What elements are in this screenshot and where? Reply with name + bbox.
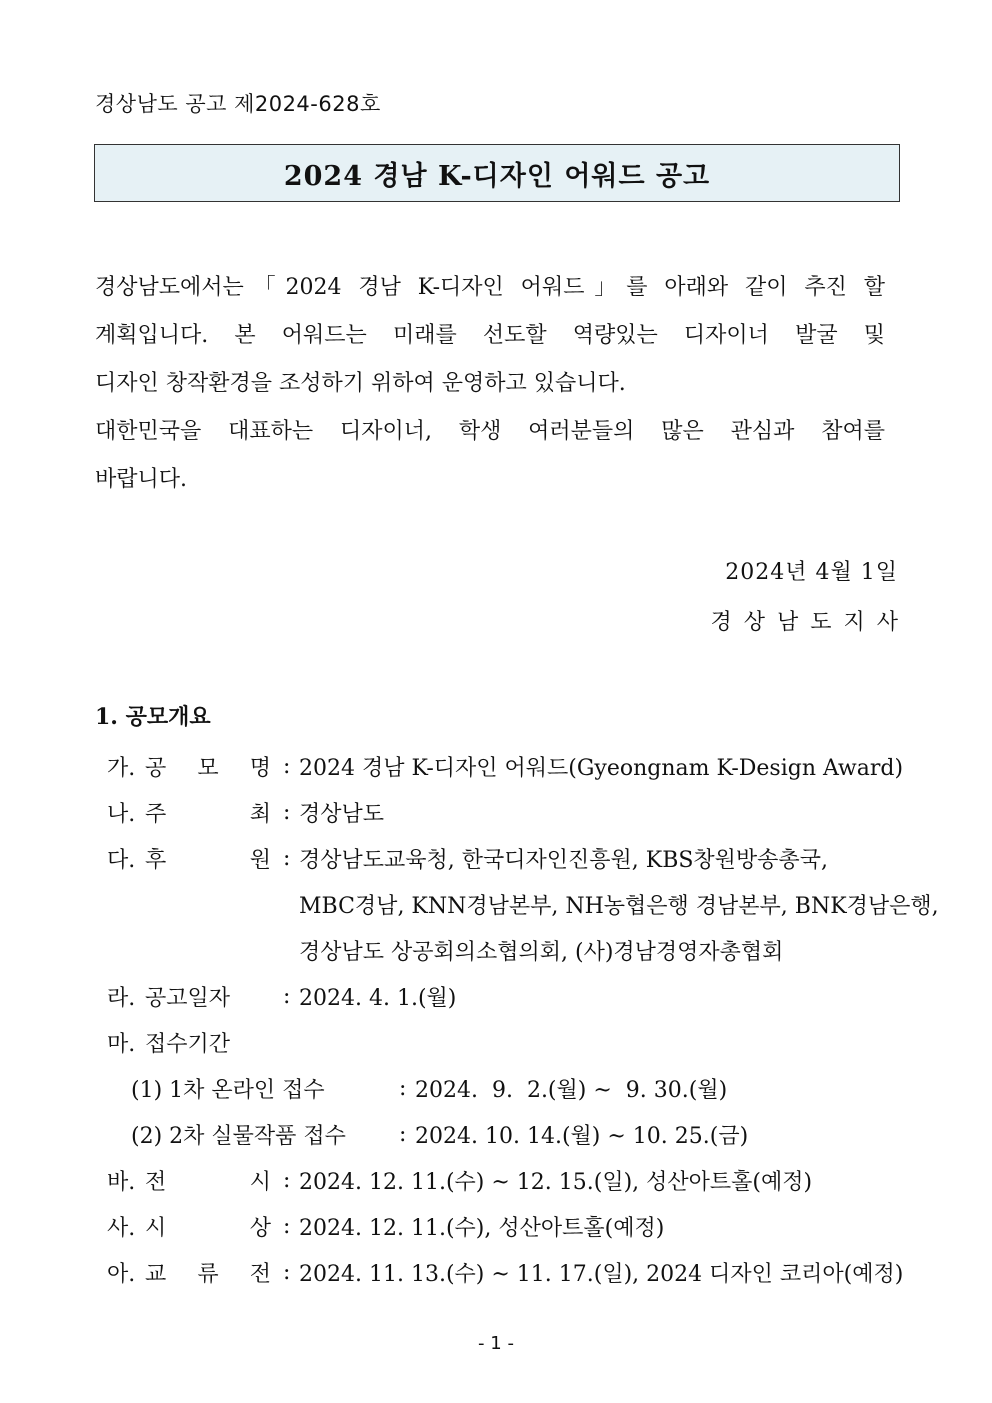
- label-char: 원: [249, 847, 271, 873]
- label-char: 상: [249, 1215, 271, 1241]
- label-char: 시: [249, 1169, 271, 1195]
- label-char: 공: [145, 755, 167, 781]
- colon: :: [399, 1075, 407, 1101]
- item-label: 공고일자: [145, 985, 231, 1011]
- item-marker: 나.: [107, 801, 136, 827]
- intro-line: 디자인 창작환경을 조성하기 위하여 운영하고 있습니다.: [95, 371, 626, 396]
- item-label: [145, 843, 283, 874]
- intro-line: 대한민국을 대표하는 디자이너, 학생 여러분들의 많은 관심과 참여를: [95, 419, 885, 444]
- colon: :: [283, 845, 291, 871]
- list-item: [95, 1019, 905, 1065]
- item-marker: 마.: [107, 1031, 136, 1057]
- item-value: 경상남도: [299, 801, 385, 827]
- label-char: 후: [145, 847, 167, 873]
- item-label: 접수기간: [145, 1031, 231, 1057]
- item-value: 2024. 12. 11.(수), 성산아트홀(예정): [299, 1215, 665, 1241]
- item-label: [145, 1257, 283, 1288]
- label-char: 모: [197, 755, 219, 781]
- item-label: [145, 751, 283, 782]
- label-char: 류: [197, 1261, 219, 1287]
- reception-label: (1) 1차 온라인 접수: [131, 1077, 325, 1103]
- item-value: 2024 경남 K-디자인 어워드(Gyeongnam K-Design Award): [299, 755, 904, 781]
- label-char: 전: [249, 1261, 271, 1287]
- reception-item: [95, 1111, 905, 1157]
- colon: :: [283, 753, 291, 779]
- list-item: [95, 1203, 905, 1249]
- section-heading: 1. 공모개요: [95, 704, 211, 730]
- issue-date: 2024년 4월 1일: [725, 560, 898, 585]
- document-title: 2024 경남 K-디자인 어워드 공고: [283, 160, 711, 192]
- item-value: 경상남도교육청, 한국디자인진흥원, KBS창원방송총국,: [299, 847, 828, 873]
- notice-number: 경상남도 공고 제2024-628호: [95, 92, 381, 116]
- reception-item: [95, 1065, 905, 1111]
- list-item: [95, 1157, 905, 1203]
- list-item: [95, 973, 905, 1019]
- colon: :: [283, 1167, 291, 1193]
- title-box: [94, 144, 900, 202]
- overview-list: [95, 743, 939, 1295]
- label-char: 명: [249, 755, 271, 781]
- item-marker: 가.: [107, 755, 136, 781]
- item-marker: 아.: [107, 1261, 136, 1287]
- label-char: 주: [145, 801, 167, 827]
- intro-paragraph: [95, 264, 885, 504]
- reception-value: 2024. 9. 2.(월) ~ 9. 30.(월): [415, 1077, 728, 1103]
- page-number: - 1 -: [478, 1333, 514, 1354]
- intro-line: 바랍니다.: [95, 467, 188, 492]
- colon: :: [283, 983, 291, 1009]
- item-marker: 다.: [107, 847, 136, 873]
- item-value: MBC경남, KNN경남본부, NH농협은행 경남본부, BNK경남은행,: [299, 893, 939, 919]
- reception-value: 2024. 10. 14.(월) ~ 10. 25.(금): [415, 1123, 749, 1149]
- list-item-continuation: [95, 927, 905, 973]
- label-char: 시: [145, 1215, 167, 1241]
- label-char: 교: [145, 1261, 167, 1287]
- list-item-continuation: [95, 881, 939, 927]
- item-label: [145, 797, 283, 828]
- item-label: [145, 1165, 283, 1196]
- item-marker: 바.: [107, 1169, 136, 1195]
- intro-line: 계획입니다. 본 어워드는 미래를 선도할 역량있는 디자이너 발굴 및: [95, 323, 885, 348]
- item-marker: 라.: [107, 985, 136, 1011]
- item-value: 2024. 11. 13.(수) ~ 11. 17.(일), 2024 디자인 코리아(예정): [299, 1261, 904, 1287]
- list-item: [95, 743, 905, 789]
- colon: :: [283, 1259, 291, 1285]
- item-marker: 사.: [107, 1215, 136, 1241]
- item-value: 2024. 12. 11.(수) ~ 12. 15.(일), 성산아트홀(예정): [299, 1169, 813, 1195]
- list-item: [95, 789, 905, 835]
- colon: :: [283, 1213, 291, 1239]
- colon: :: [283, 799, 291, 825]
- reception-label: (2) 2차 실물작품 접수: [131, 1123, 346, 1149]
- list-item: [95, 835, 905, 881]
- item-value: 2024. 4. 1.(월): [299, 985, 457, 1011]
- label-char: 전: [145, 1169, 167, 1195]
- intro-line: 경상남도에서는「2024 경남 K-디자인 어워드」를 아래와 같이 추진 할: [95, 275, 885, 300]
- label-char: 최: [249, 801, 271, 827]
- list-item: [95, 1249, 905, 1295]
- colon: :: [399, 1121, 407, 1147]
- issuer: 경상남도지사: [710, 610, 910, 635]
- item-label: [145, 1211, 283, 1242]
- item-value: 경상남도 상공회의소협의회, (사)경남경영자총협회: [299, 939, 784, 965]
